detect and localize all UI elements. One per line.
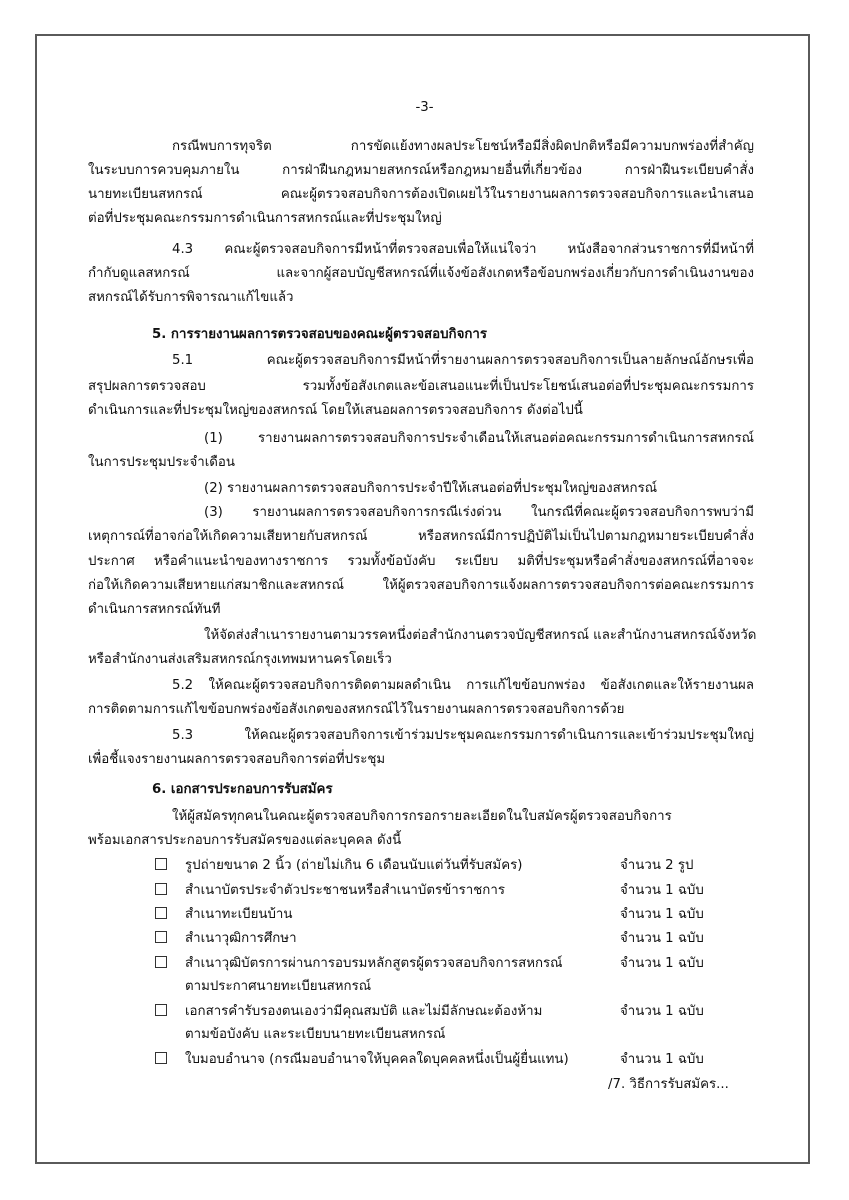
item-label: สำเนาบัตรประจำตัวประชาชนหรือสำเนาบัตรข้าราชการ [185,883,505,898]
paragraph-line: 4.3 คณะผู้ตรวจสอบกิจการมีหน้าที่ตรวจสอบเพื่อให้แน่ใจว่า หนังสือจากส่วนราชการที่มีหน้าที่ [172,242,754,257]
paragraph-line: ดำเนินการและที่ประชุมใหญ่ของสหกรณ์ โดยให้เสนอผลการตรวจสอบกิจการ ดังต่อไปนี้ [88,403,583,418]
checkbox[interactable] [155,858,167,870]
checkbox[interactable] [155,883,167,895]
item-quantity: จำนวน 2 รูป [620,858,694,873]
item-quantity: จำนวน 1 ฉบับ [620,1052,704,1067]
section-heading-5: 5. การรายงานผลการตรวจสอบของคณะผู้ตรวจสอบกิจการ [152,327,488,342]
page-number: -3- [415,100,434,115]
item-quantity: จำนวน 1 ฉบับ [620,1004,704,1019]
item-label: สำเนาวุฒิบัตรการผ่านการอบรมหลักสูตรผู้ตรวจสอบกิจการสหกรณ์ [185,956,563,971]
continuation-note: /7. วิธีการรับสมัคร... [608,1077,729,1092]
paragraph-line: 5.2 ให้คณะผู้ตรวจสอบกิจการติดตามผลดำเนิน การแก้ไขข้อบกพร่อง ข้อสังเกตและให้รายงานผล [172,678,754,693]
item-label: รูปถ่ายขนาด 2 นิ้ว (ถ่ายไม่เกิน 6 เดือนนับแต่วันที่รับสมัคร) [185,858,523,873]
checkbox[interactable] [155,907,167,919]
item-label: สำเนาวุฒิการศึกษา [185,931,297,946]
paragraph-line: หรือสำนักงานส่งเสริมสหกรณ์กรุงเทพมหานครโดยเร็ว [88,652,392,667]
paragraph-line: เพื่อชี้แจงรายงานผลการตรวจสอบกิจการต่อที่ประชุม [88,752,386,767]
paragraph-line: ประกาศ หรือคำแนะนำของทางราชการ รวมทั้งข้อบังคับ ระเบียบ มติที่ประชุมหรือคำสั่งของสหกรณ์ที่อาจจะ [88,554,754,569]
item-label-continued: ตามประกาศนายทะเบียนสหกรณ์ [185,979,372,994]
paragraph-line: ต่อที่ประชุมคณะกรรมการดำเนินการสหกรณ์และที่ประชุมใหญ่ [88,211,442,226]
checkbox[interactable] [155,1052,167,1064]
paragraph-line: กรณีพบการทุจริต การขัดแย้งทางผลประโยชน์หรือมีสิ่งผิดปกติหรือมีความบกพร่องที่สำคัญ [172,139,754,154]
item-label-continued: ตามข้อบังคับ และระเบียบนายทะเบียนสหกรณ์ [185,1027,446,1042]
paragraph-line: สหกรณ์ได้รับการพิจารณาแก้ไขแล้ว [88,290,294,305]
paragraph-line: (3) รายงานผลการตรวจสอบกิจการกรณีเร่งด่วน ในกรณีที่คณะผู้ตรวจสอบกิจการพบว่ามี [204,505,754,520]
checkbox[interactable] [155,931,167,943]
item-quantity: จำนวน 1 ฉบับ [620,931,704,946]
paragraph-line: สรุปผลการตรวจสอบ รวมทั้งข้อสังเกตและข้อเสนอแนะที่เป็นประโยชน์เสนอต่อที่ประชุมคณะกรรมการ [88,379,754,394]
paragraph-line: ให้ผู้สมัครทุกคนในคณะผู้ตรวจสอบกิจการกรอกรายละเอียดในใบสมัครผู้ตรวจสอบกิจการ [172,809,672,824]
paragraph-line: ในระบบการควบคุมภายใน การฝ่าฝืนกฎหมายสหกรณ์หรือกฎหมายอื่นที่เกี่ยวข้อง การฝ่าฝืนระเบียบคำสั่ง [88,163,754,178]
paragraph-line: ในการประชุมประจำเดือน [88,455,235,470]
item-label: เอกสารคำรับรองตนเองว่ามีคุณสมบัติ และไม่มีลักษณะต้องห้าม [185,1004,543,1019]
paragraph-line: 5.3 ให้คณะผู้ตรวจสอบกิจการเข้าร่วมประชุมคณะกรรมการดำเนินการและเข้าร่วมประชุมใหญ่ [172,728,754,743]
item-quantity: จำนวน 1 ฉบับ [620,883,704,898]
paragraph-line: การติดตามการแก้ไขข้อบกพร่องข้อสังเกตของสหกรณ์ไว้ในรายงานผลการตรวจสอบกิจการด้วย [88,702,625,717]
item-quantity: จำนวน 1 ฉบับ [620,956,704,971]
section-heading-6: 6. เอกสารประกอบการรับสมัคร [152,782,333,797]
checkbox[interactable] [155,956,167,968]
paragraph-line: ก่อให้เกิดความเสียหายแก่สมาชิกและสหกรณ์ ให้ผู้ตรวจสอบกิจการแจ้งผลการตรวจสอบกิจการต่อคณะกรรมการ [88,578,754,593]
checkbox[interactable] [155,1004,167,1016]
paragraph-line: เหตุการณ์ที่อาจก่อให้เกิดความเสียหายกับสหกรณ์ หรือสหกรณ์มีการปฏิบัติไม่เป็นไปตามกฎหมายระเบียบคำสั่ง [88,529,754,544]
paragraph-line: พร้อมเอกสารประกอบการรับสมัครของแต่ละบุคคล ดังนี้ [88,833,402,848]
item-label: สำเนาทะเบียนบ้าน [185,907,293,922]
item-label: ใบมอบอำนาจ (กรณีมอบอำนาจให้บุคคลใดบุคคลหนึ่งเป็นผู้ยื่นแทน) [185,1052,569,1067]
paragraph-line: ให้จัดส่งสำเนารายงานตามวรรคหนึ่งต่อสำนักงานตรวจบัญชีสหกรณ์ และสำนักงานสหกรณ์จังหวัด [204,628,757,643]
paragraph-line: นายทะเบียนสหกรณ์ คณะผู้ตรวจสอบกิจการต้องเปิดเผยไว้ในรายงานผลการตรวจสอบกิจการและนำเสนอ [88,187,754,202]
paragraph-line: กำกับดูแลสหกรณ์ และจากผู้สอบบัญชีสหกรณ์ที่แจ้งข้อสังเกตหรือข้อบกพร่องเกี่ยวกับการดำเนินงานของ [88,266,754,281]
paragraph-line: ดำเนินการสหกรณ์ทันที [88,602,221,617]
paragraph-line: (1) รายงานผลการตรวจสอบกิจการประจำเดือนให้เสนอต่อคณะกรรมการดำเนินการสหกรณ์ [204,431,754,446]
paragraph-line: 5.1 คณะผู้ตรวจสอบกิจการมีหน้าที่รายงานผลการตรวจสอบกิจการเป็นลายลักษณ์อักษรเพื่อ [172,353,754,368]
paragraph-line: (2) รายงานผลการตรวจสอบกิจการประจำปีให้เสนอต่อที่ประชุมใหญ่ของสหกรณ์ [204,481,658,496]
item-quantity: จำนวน 1 ฉบับ [620,907,704,922]
